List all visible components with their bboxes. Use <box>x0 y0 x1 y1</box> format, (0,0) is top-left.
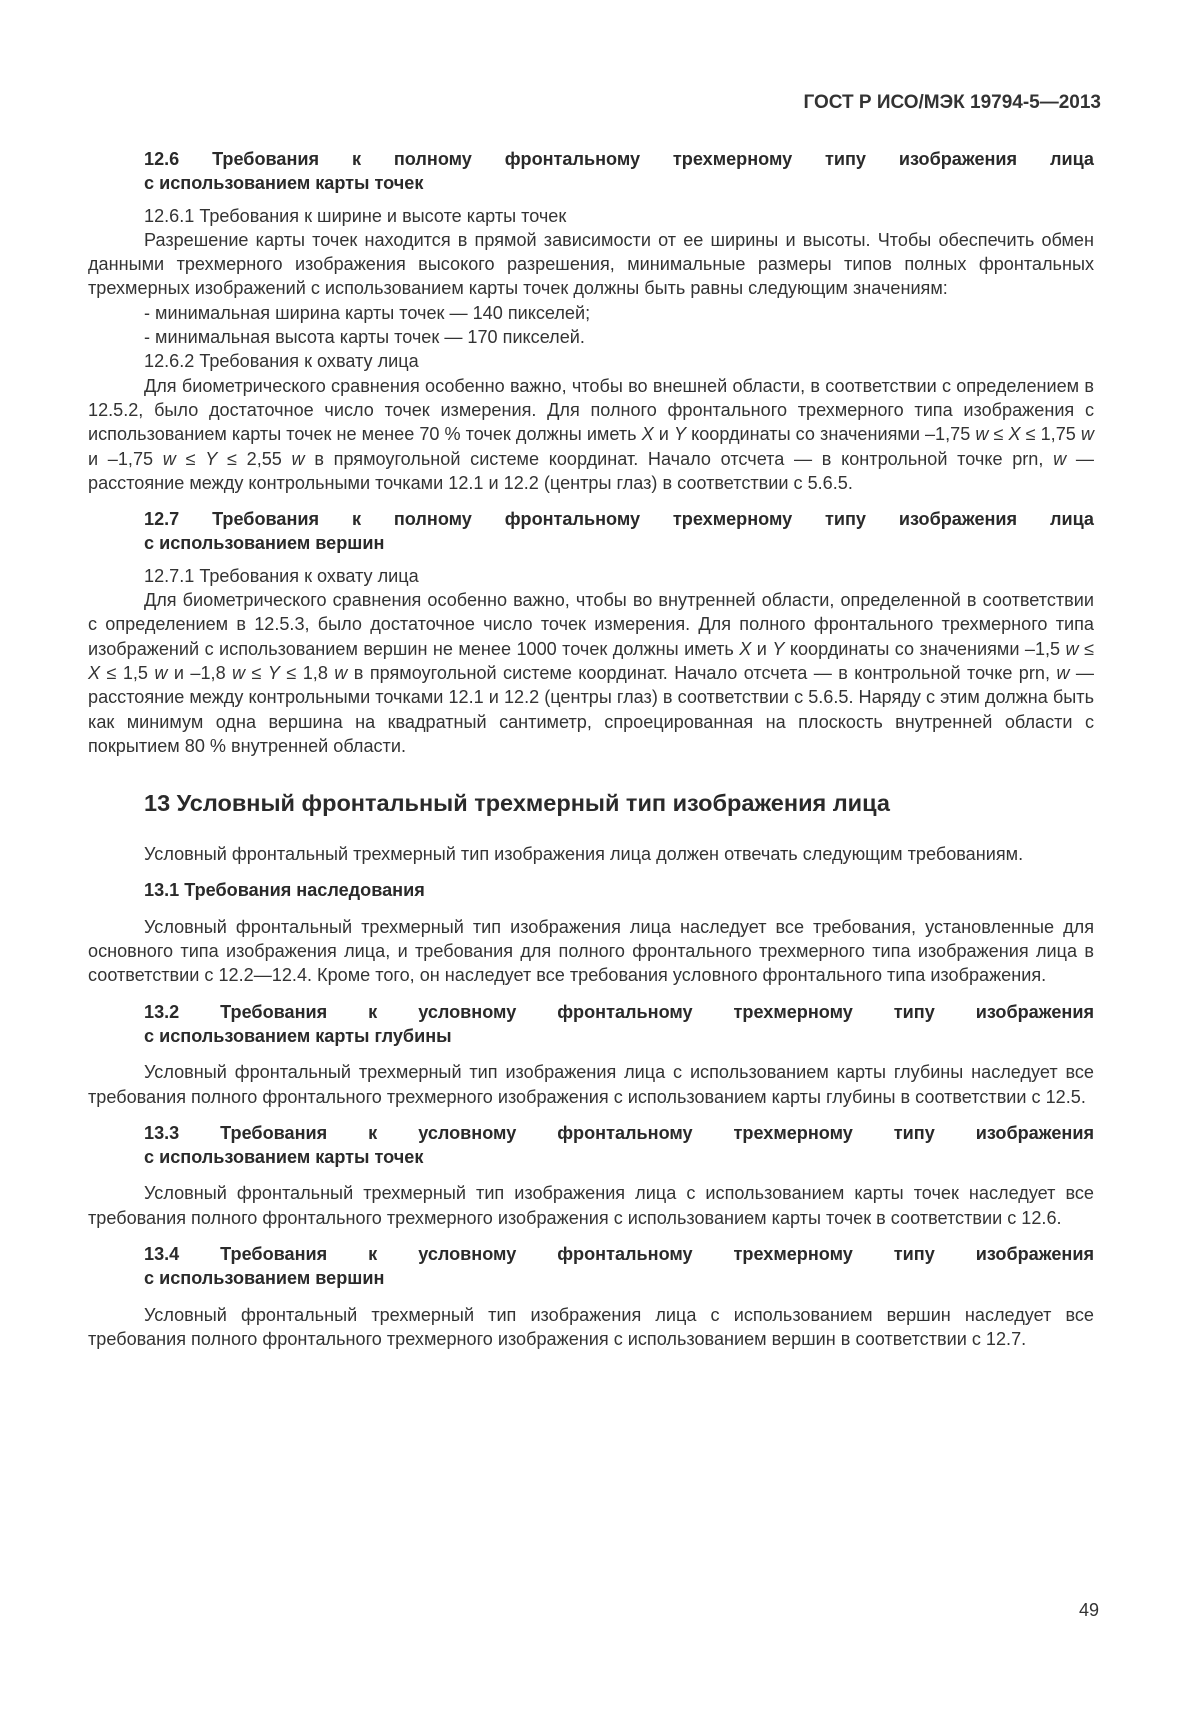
section-13-4-title-line-1: 13.4 Требования к условному фронтальному трехмерному типу изображения <box>144 1243 1094 1264</box>
paragraph-12-6-2: Для биометрического сравнения особенно важно, чтобы во внешней области, в соответствии с определением в 12.5.2, было достаточное число точек измерения. Для полного фронтального трехмерного типа изображения с использованием карты точек не менее 70 % точек должны иметь X и Y координаты со значениями –1,75 w ≤ X ≤ 1,75 w и –1,75 w ≤ Y ≤ 2,55 w в прямоугольной системе координат. Начало отсчета — в контрольной точке prn, w — расстояние между контрольными точками 12.1 и 12.2 (центры глаз) в соответствии с 5.6.5. <box>88 375 1094 493</box>
section-13-4-text: Условный фронтальный трехмерный тип изображения лица с использованием вершин наследует все требования полного фронтального трехмерного изображения с использованием вершин в соответствии с 12.7. <box>88 1304 1094 1349</box>
section-13-3-heading <box>88 1121 1094 1170</box>
subsection-12-6-2-title: 12.6.2 Требования к охвату лица <box>144 351 419 372</box>
list-item-min-width: - минимальная ширина карты точек — 140 пикселей; <box>144 302 591 323</box>
section-13-1-title: 13.1 Требования наследования <box>144 880 425 901</box>
page-number: 49 <box>1078 1600 1099 1620</box>
section-13-1-text: Условный фронтальный трехмерный тип изображения лица наследует все требования, установленные для основного типа изображения лица, и требования для полного фронтального трехмерного типа изображения лица в соответствии с 12.2—12.4. Кроме того, он наследует все требования условного фронтального типа изображения. <box>88 916 1094 986</box>
section-13-2-heading <box>88 1000 1094 1049</box>
subsection-12-6-1-title: 12.6.1 Требования к ширине и высоте карты точек <box>144 205 567 226</box>
list-item-min-height: - минимальная высота карты точек — 170 пикселей. <box>144 327 585 348</box>
paragraph-12-7-1: Для биометрического сравнения особенно важно, чтобы во внутренней области, определенной в соответствии с определением в 12.5.3, было достаточное число точек измерения. Для полного фронтального трехмерного типа изображений с использованием вершин не менее 1000 точек должны иметь X и Y координаты со значениями –1,5 w ≤ X ≤ 1,5 w и –1,8 w ≤ Y ≤ 1,8 w в прямоугольной системе координат. Начало отсчета — в контрольной точке prn, w — расстояние между контрольными точками 12.1 и 12.2 (центры глаз) в соответствии с 5.6.5. Наряду с этим должна быть как минимум одна вершина на квадратный сантиметр, спроецированная на плоскость внутренней области с покрытием 80 % внутренней области. <box>88 590 1094 756</box>
section-12-6-title-line-2: с использованием карты точек <box>144 173 424 194</box>
section-13-3-text: Условный фронтальный трехмерный тип изображения лица с использованием карты точек наследует все требования полного фронтального трехмерного изображения с использованием карты точек в соответствии с 12.6. <box>88 1183 1094 1228</box>
section-13-2-text: Условный фронтальный трехмерный тип изображения лица с использованием карты глубины наследует все требования полного фронтального трехмерного изображения с использованием карты глубины в соответствии с 12.5. <box>88 1062 1094 1107</box>
section-12-7-heading <box>88 507 1094 556</box>
section-13-3-title-line-1: 13.3 Требования к условному фронтальному трехмерному типу изображения <box>144 1122 1094 1143</box>
section-12-7-title-line-1: 12.7 Требования к полному фронтальному трехмерному типу изображения лица <box>144 509 1094 530</box>
section-13-4-title-line-2: с использованием вершин <box>144 1268 385 1289</box>
subsection-12-7-1-title: 12.7.1 Требования к охвату лица <box>144 565 419 586</box>
standard-header: ГОСТ Р ИСО/МЭК 19794-5—2013 <box>803 92 1101 113</box>
section-13-3-title-line-2: с использованием карты точек <box>144 1147 424 1168</box>
document-body <box>88 147 1094 1351</box>
section-13-2-title-line-1: 13.2 Требования к условному фронтальному трехмерному типу изображения <box>144 1001 1094 1022</box>
section-12-6-heading <box>88 147 1094 196</box>
section-13-4-heading <box>88 1242 1094 1291</box>
paragraph-12-6-1: Разрешение карты точек находится в прямой зависимости от ее ширины и высоты. Чтобы обеспечить обмен данными трехмерного изображения высокого разрешения, минимальные размеры типов полных фронтальных трехмерных изображений с использованием карты точек должны быть равны следующим значениям: <box>88 229 1094 299</box>
section-13-intro: Условный фронтальный трехмерный тип изображения лица должен отвечать следующим требованиям. <box>144 844 1024 865</box>
section-13-title: 13 Условный фронтальный трехмерный тип изображения лица <box>144 790 890 817</box>
section-12-7-title-line-2: с использованием вершин <box>144 533 385 554</box>
section-12-6-title-line-1: 12.6 Требования к полному фронтальному трехмерному типу изображения лица <box>144 149 1094 169</box>
section-13-2-title-line-2: с использованием карты глубины <box>144 1025 452 1046</box>
